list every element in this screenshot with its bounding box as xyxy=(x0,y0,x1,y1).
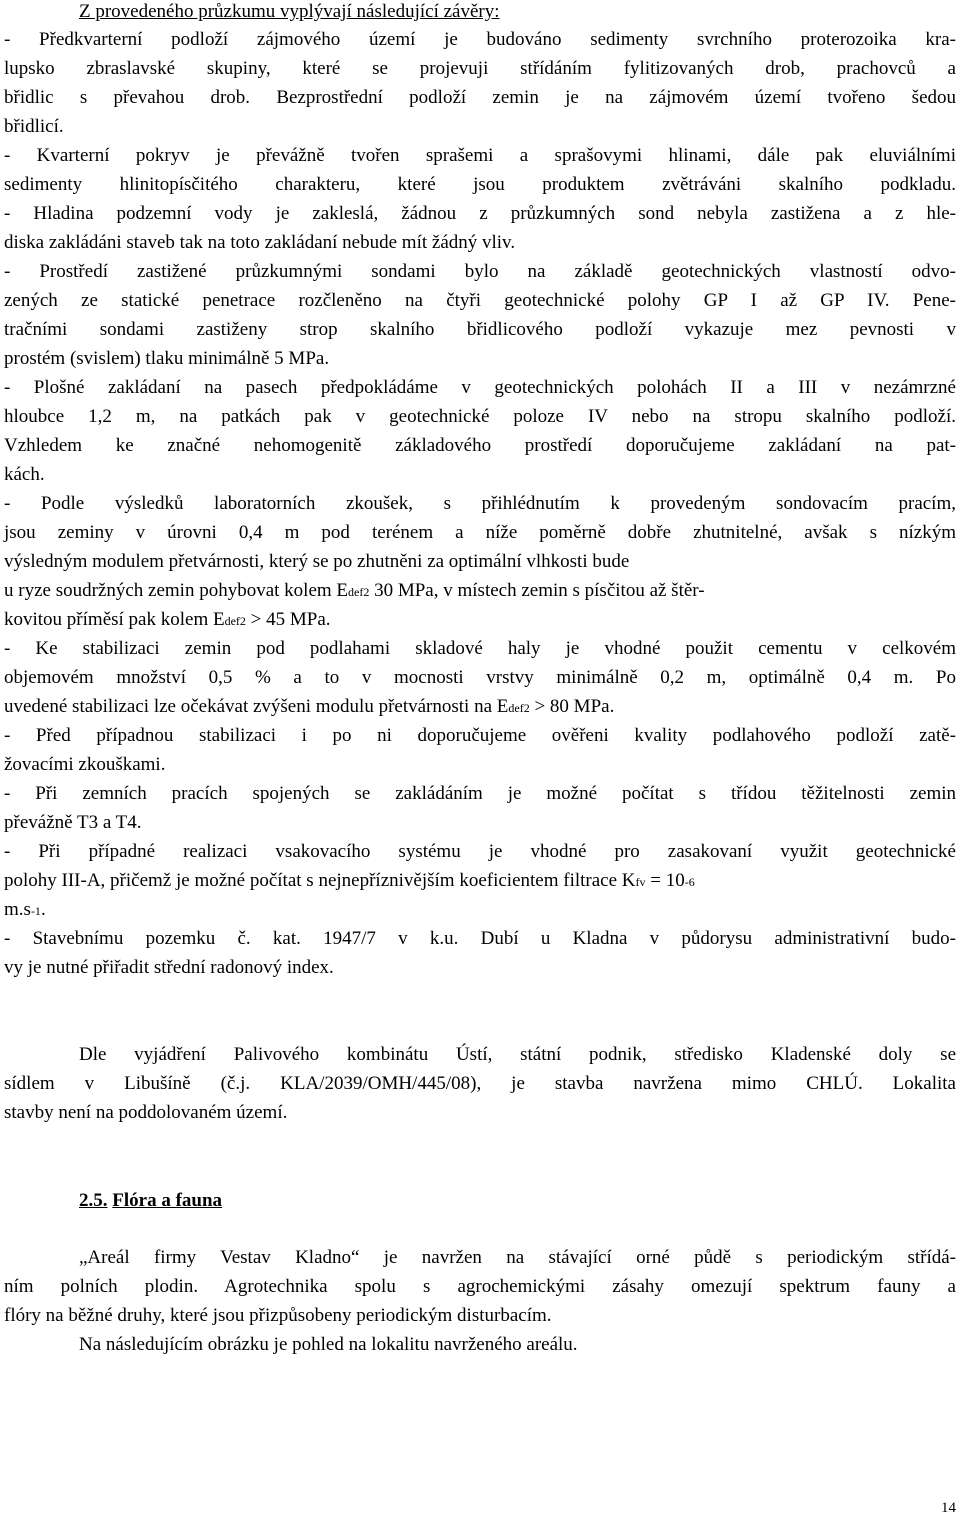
edef-line-5: uvedené stabilizaci lze očekávat zvýšeni modulu přetvárnosti na Edef2 > 80 MPa. xyxy=(4,696,615,717)
paragraph-line: - Podle výsledků laboratorních zkoušek, s přihlédnutím k provedeným sondovacím pracím, xyxy=(4,493,956,514)
flora-line: „Areál firmy Vestav Kladno“ je navržen na stávající orné půdě s periodickým střídá- xyxy=(79,1247,956,1268)
statement-line: stavby není na poddolovaném území. xyxy=(4,1102,288,1123)
paragraph-line: objemovém množství 0,5 % a to v mocnosti vrstvy minimálně 0,2 m, optimálně 0,4 m. Po xyxy=(4,667,956,688)
paragraph-line: vy je nutné přiřadit střední radonový index. xyxy=(4,957,334,978)
paragraph-line: břidlic s převahou drob. Bezprostřední podloží zemin je na zájmovém území tvořeno šedou xyxy=(4,87,956,108)
paragraph-line: - Plošné zakládaní na pasech předpokládáme v geotechnických polohách II a III v nezámrzné xyxy=(4,377,956,398)
paragraph-line: lupsko zbraslavské skupiny, které se projevuji střídáním fylitizovaných drob, prachovců a xyxy=(4,58,956,79)
flora-line: Na následujícím obrázku je pohled na lokalitu navrženého areálu. xyxy=(79,1334,578,1355)
paragraph-line: - Předkvarterní podloží zájmového území je budováno sedimenty svrchního proterozoika kra- xyxy=(4,29,956,50)
flora-line: ním polních plodin. Agrotechnika spolu s agrochemickými zásahy omezují spektrum fauny a xyxy=(4,1276,956,1297)
paragraph-line: - Prostředí zastižené průzkumnými sondami bylo na základě geotechnických vlastností odvo- xyxy=(4,261,956,282)
edef-line-1: u ryze soudržných zemin pohybovat kolem Edef2 30 MPa, v místech zemin s písčitou až štěr- xyxy=(4,580,705,601)
statement-line: Dle vyjádření Palivového kombinátu Ústí, státní podnik, středisko Kladenské doly se xyxy=(79,1044,956,1065)
paragraph-line: tračními sondami zastiženy strop skalního břidlicového podloží vykazuje mez pevnosti v xyxy=(4,319,956,340)
paragraph-line: jsou zeminy v úrovni 0,4 m pod terénem a níže poměrně dobře zhutnitelné, avšak s nízkým xyxy=(4,522,956,543)
conclusions-heading: Z provedeného průzkumu vyplývají následující závěry: xyxy=(79,1,500,22)
paragraph-line: - Při případné realizaci vsakovacího systému je vhodné pro zasakovaní využit geotechnické xyxy=(4,841,956,862)
paragraph-line: břidlicí. xyxy=(4,116,64,137)
paragraph-line: výsledným modulem přetvárnosti, který se po zhutněni za optimální vlhkosti bude xyxy=(4,551,630,572)
paragraph-line: prostém (svislem) tlaku minimálně 5 MPa. xyxy=(4,348,330,369)
section-heading xyxy=(79,1187,956,1214)
paragraph-line: - Kvarterní pokryv je převážně tvořen sprašemi a sprašovymi hlinami, dále pak eluviálními xyxy=(4,145,956,166)
paragraph-line: - Hladina podzemní vody je zakleslá, žádnou z průzkumných sond nebyla zastižena a z hle- xyxy=(4,203,956,224)
paragraph-line: hloubce 1,2 m, na patkách pak v geotechnické poloze IV nebo na stropu skalního podloží. xyxy=(4,406,956,427)
paragraph-line: - Před případnou stabilizaci i po ni doporučujeme ověřeni kvality podlahového podloží zatě- xyxy=(4,725,956,746)
page-number: 14 xyxy=(941,1500,956,1516)
statement-line: sídlem v Libušíně (č.j. KLA/2039/OMH/445/08), je stavba navržena mimo CHLÚ. Lokalita xyxy=(4,1073,956,1094)
section-title: Flóra a fauna xyxy=(112,1190,223,1211)
paragraph-line: diska zakládáni staveb tak na toto zakládaní nebude mít žádný vliv. xyxy=(4,232,516,253)
section-number: 2.5. xyxy=(79,1190,108,1211)
flora-line: flóry na běžné druhy, které jsou přizpůsobeny periodickým disturbacím. xyxy=(4,1305,552,1326)
paragraph-line: sedimenty hlinitopísčitého charakteru, které jsou produktem zvětráváni skalního podkladu. xyxy=(4,174,956,195)
paragraph-line: žovacími zkouškami. xyxy=(4,754,166,775)
filtration-unit-line: m.s-1. xyxy=(4,899,46,920)
paragraph-line: - Stavebnímu pozemku č. kat. 1947/7 v k.u. Dubí u Kladna v půdorysu administrativní budo- xyxy=(4,928,956,949)
edef-line-2: kovitou příměsí pak kolem Edef2 > 45 MPa. xyxy=(4,609,331,630)
paragraph-line: kách. xyxy=(4,464,45,485)
paragraph-line: převážně T3 a T4. xyxy=(4,812,142,833)
paragraph-line: zených ze statické penetrace rozčleněno na čtyři geotechnické polohy GP I až GP IV. Pene- xyxy=(4,290,956,311)
paragraph-line: - Ke stabilizaci zemin pod podlahami skladové haly je vhodné použit cementu v celkovém xyxy=(4,638,956,659)
paragraph-line: - Při zemních pracích spojených se zakládáním je možné počítat s třídou těžitelnosti zemin xyxy=(4,783,956,804)
paragraph-line: Vzhledem ke značné nehomogenitě základového prostředí doporučujeme zakládaní na pat- xyxy=(4,435,956,456)
filtration-coefficient-line: polohy III-A, přičemž je možné počítat s nejnepříznivějším koeficientem filtrace Kfv = 10-6 xyxy=(4,870,695,891)
